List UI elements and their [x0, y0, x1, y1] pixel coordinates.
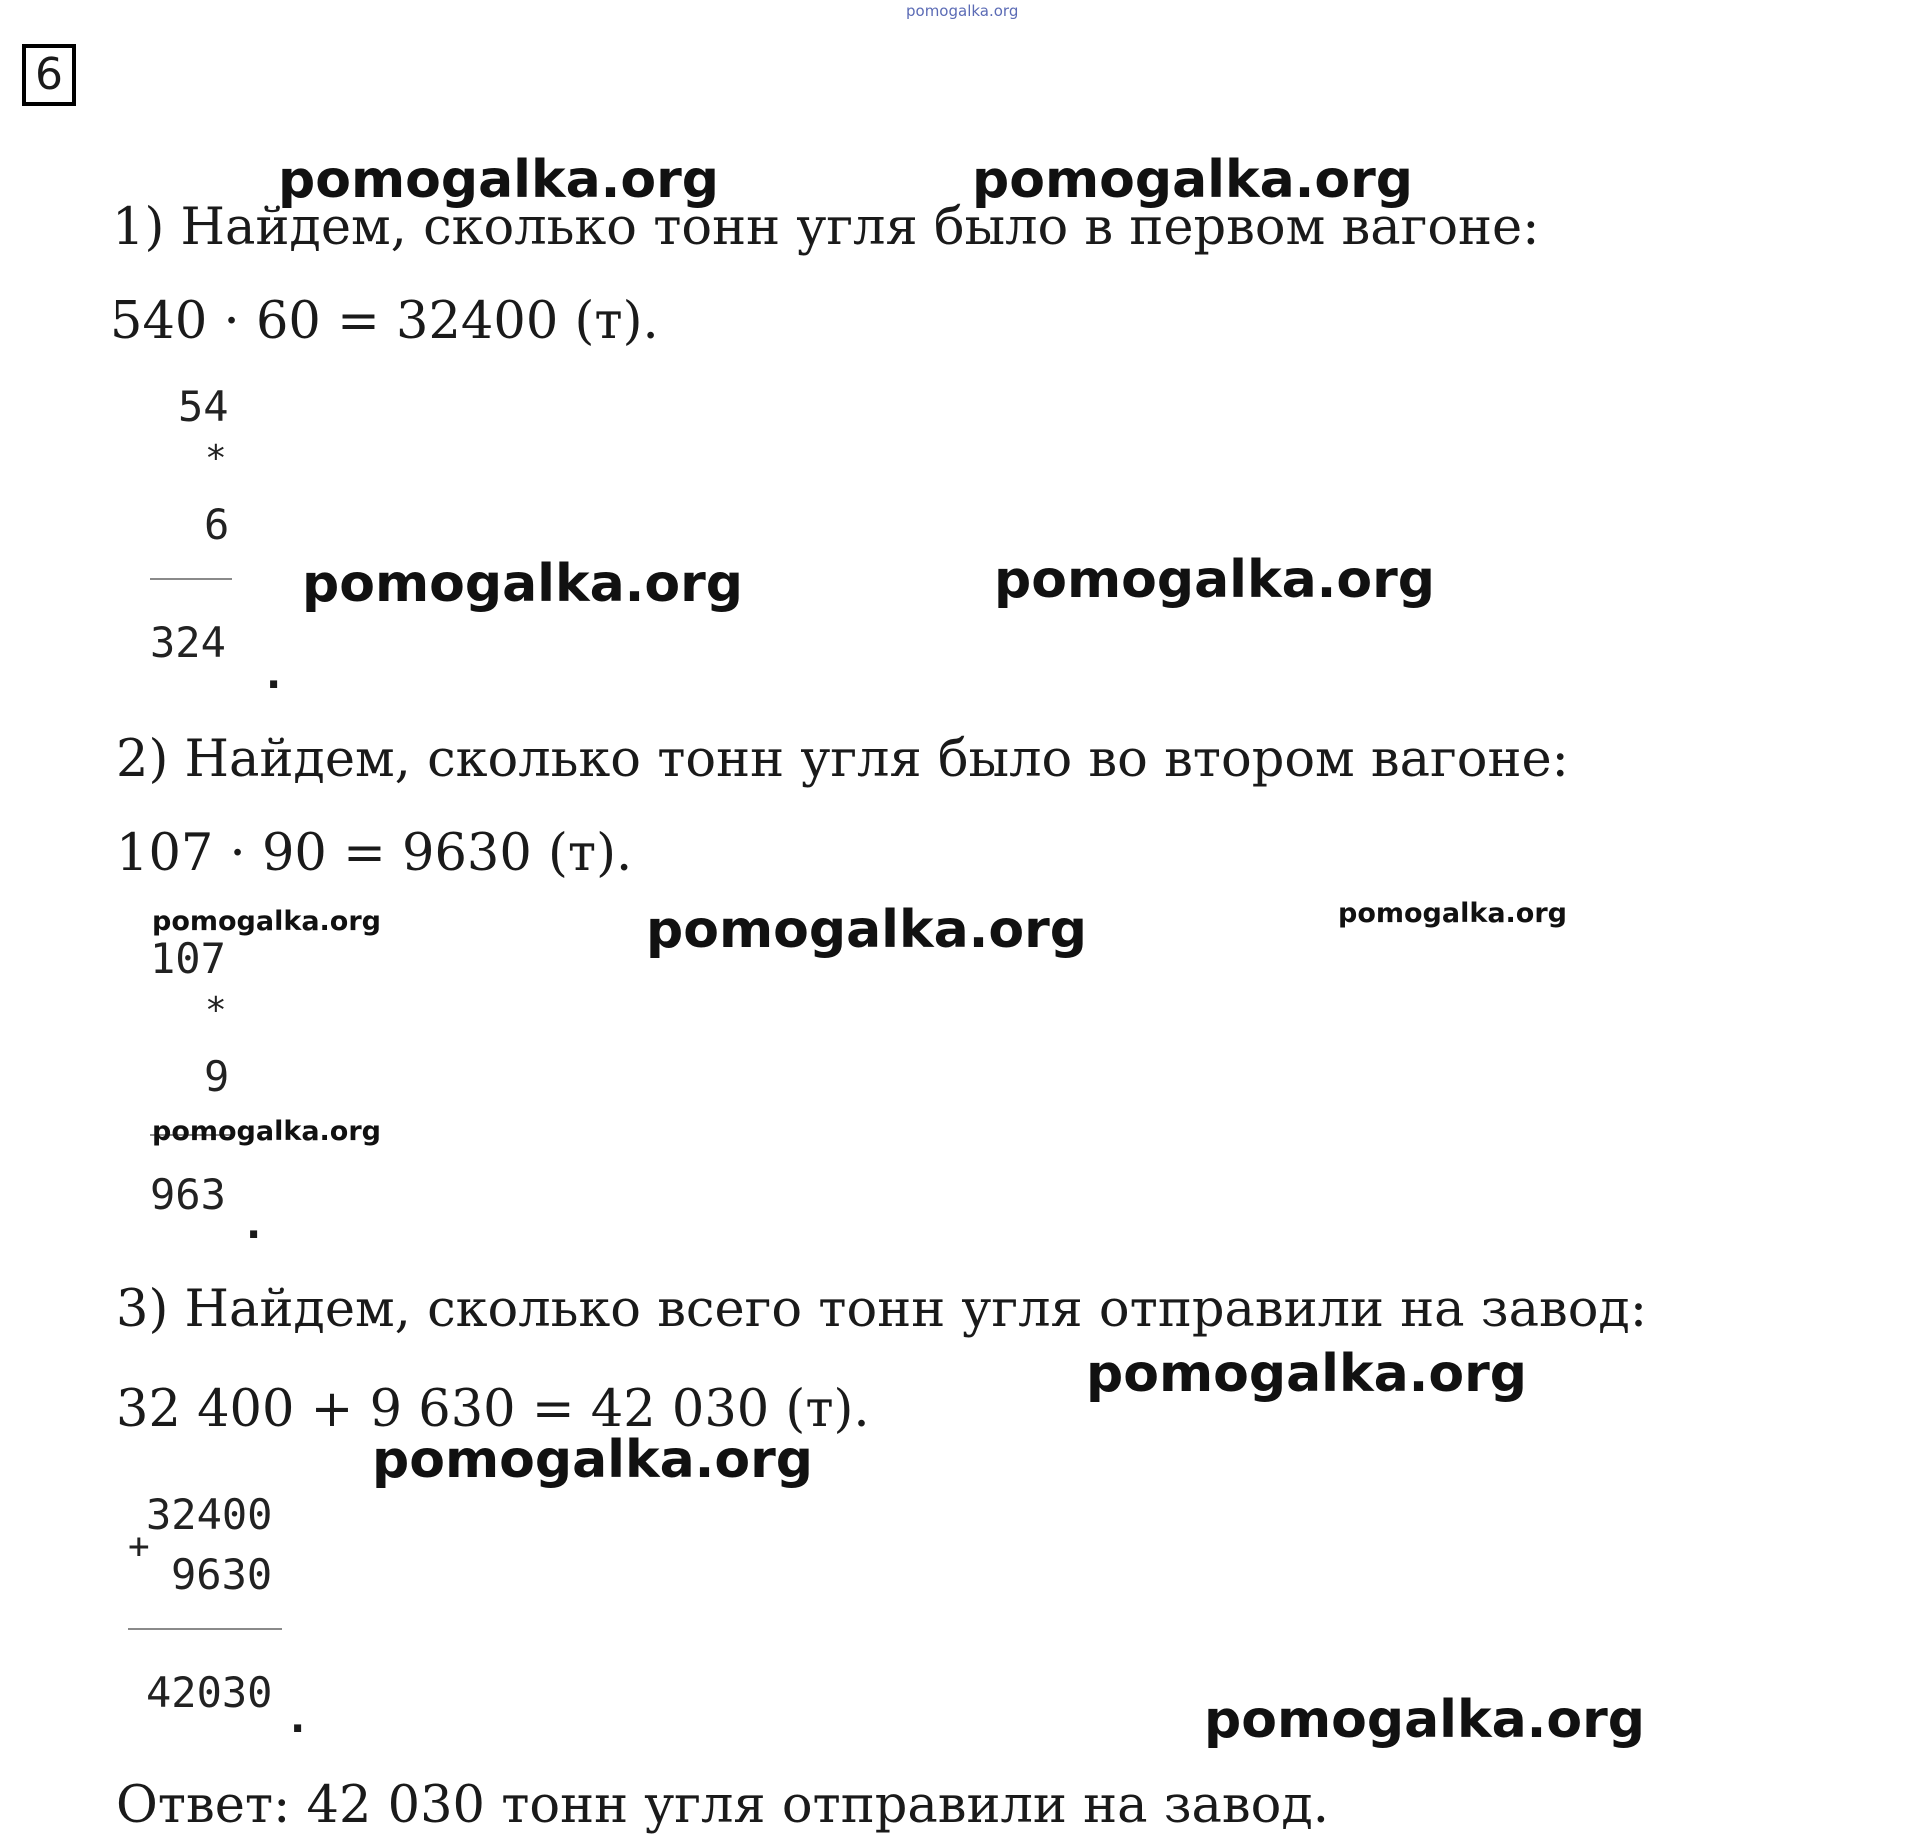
watermark: pomogalka.org [972, 150, 1414, 210]
column-bottom-number: 6 [204, 500, 230, 549]
step-3-equation: 32 400 + 9 630 = 42 030 (т). [116, 1380, 870, 1439]
step-3-heading: 3) Найдем, сколько всего тонн угля отправили на завод: [116, 1280, 1648, 1339]
column-end-mark: . [266, 652, 282, 698]
watermark-small: pomogalka.org [152, 1116, 381, 1147]
watermark: pomogalka.org [372, 1430, 814, 1490]
column-operator: * [205, 990, 227, 1031]
step-2-heading: 2) Найдем, сколько тонн угля было во втором вагоне: [116, 730, 1569, 789]
column-bottom-number: 9 [204, 1052, 230, 1101]
column-operator: + [128, 1526, 150, 1567]
step-2-equation: 107 · 90 = 9630 (т). [116, 824, 633, 883]
watermark: pomogalka.org [646, 900, 1088, 960]
task-number-box: 6 [22, 44, 76, 106]
column-top-number: 54 [178, 382, 229, 431]
column-top-number: 32400 [146, 1490, 273, 1539]
step-1-equation: 540 · 60 = 32400 (т). [110, 292, 659, 351]
watermark: pomogalka.org [302, 554, 744, 614]
column-result: 963 [150, 1170, 226, 1219]
column-operator: * [205, 438, 227, 479]
column-rule [150, 578, 232, 580]
step-1-heading: 1) Найдем, сколько тонн угля было в первом вагоне: [112, 198, 1540, 257]
column-top-number: 107 [150, 934, 226, 983]
watermark-small: pomogalka.org [152, 906, 381, 937]
watermark-small: pomogalka.org [1338, 898, 1567, 929]
column-result: 324 [150, 618, 226, 667]
watermark-top: pomogalka.org [906, 2, 1019, 20]
watermark: pomogalka.org [1086, 1344, 1528, 1404]
watermark: pomogalka.org [1204, 1690, 1646, 1750]
watermark: pomogalka.org [278, 150, 720, 210]
column-rule [128, 1628, 282, 1630]
column-end-mark: . [246, 1202, 262, 1248]
watermark: pomogalka.org [994, 550, 1436, 610]
answer-line: Ответ: 42 030 тонн угля отправили на завод. [116, 1776, 1329, 1835]
column-end-mark: . [290, 1696, 306, 1742]
column-result: 42030 [146, 1668, 273, 1717]
column-bottom-number: 9630 [171, 1550, 273, 1599]
